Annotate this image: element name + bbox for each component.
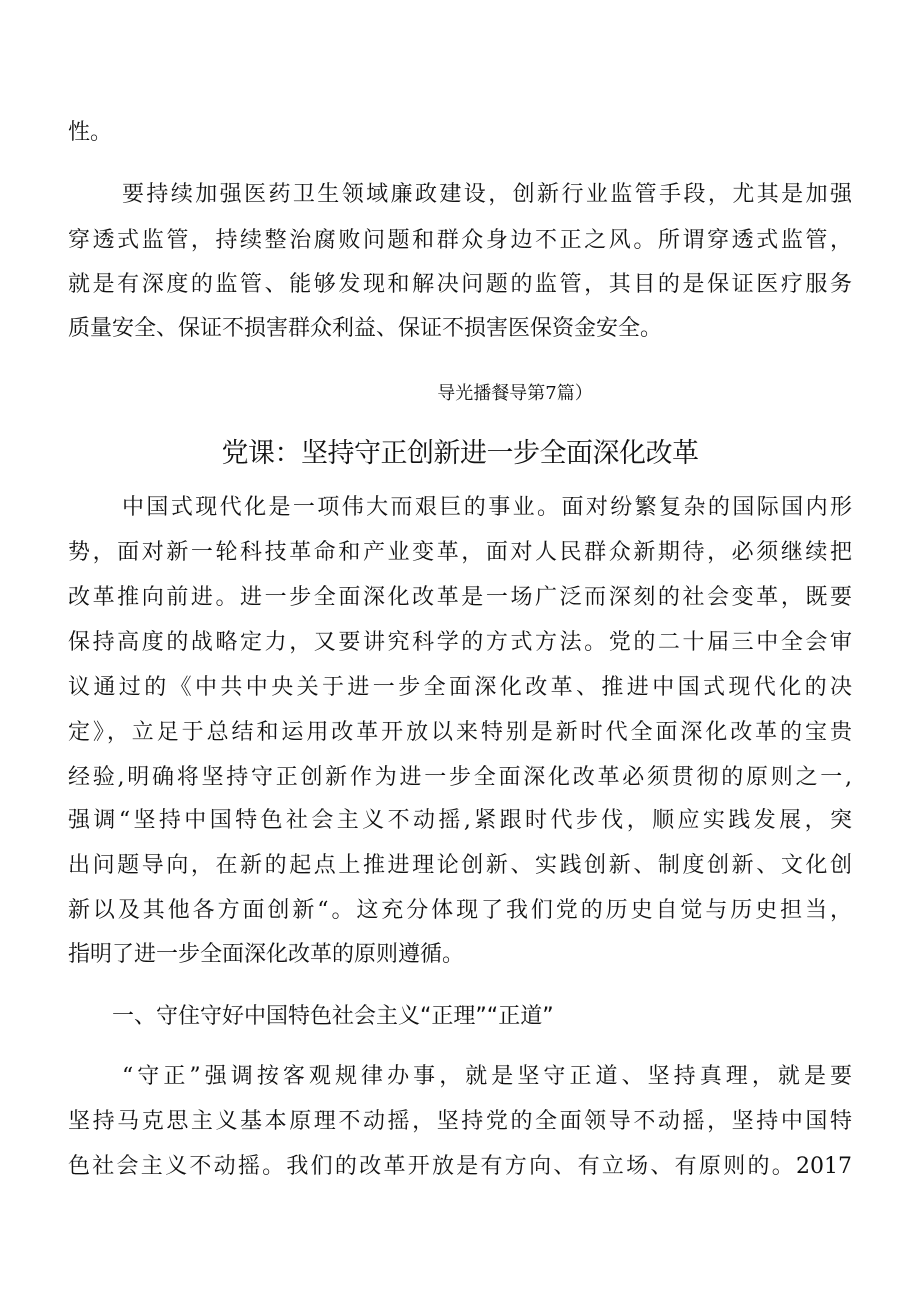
paragraph-line: 指明了进一步全面深化改革的原则遵循。 <box>68 942 465 967</box>
paragraph-line: “守正”强调按客观规律办事，就是坚守正道、坚持真理，就是要 <box>122 1064 852 1089</box>
paragraph-line: 强调“坚持中国特色社会主义不动摇,紧跟时代步伐，顺应实践发展，突 <box>68 808 852 833</box>
paragraph-line: 改革推向前进。进一步全面深化改革是一场广泛而深刻的社会变革，既要 <box>68 585 852 610</box>
paragraph-line: 要持续加强医药卫生领域廉政建设，创新行业监管手段，尤其是加强 <box>122 182 852 207</box>
paragraph-line: 质量安全、保证不损害群众利益、保证不损害医保资金安全。 <box>68 316 663 341</box>
paragraph-line: 定》，立足于总结和运用改革开放以来特别是新时代全面深化改革的宝贵 <box>68 720 852 745</box>
paragraph-line: 坚持马克思主义基本原理不动摇，坚持党的全面领导不动摇，坚持中国特 <box>68 1109 852 1134</box>
paragraph-line: 势，面对新一轮科技革命和产业变革，面对人民群众新期待，必须继续把 <box>68 540 852 565</box>
section-label: 导光播餐导第7篇） <box>437 383 593 404</box>
paragraph-line: 议通过的《中共中央关于进一步全面深化改革、推进中国式现代化的决 <box>68 675 852 700</box>
carryover-line: 性。 <box>68 120 113 145</box>
paragraph-line: 保持高度的战略定力，又要讲究科学的方式方法。党的二十届三中全会审 <box>68 630 852 655</box>
paragraph-line: 经验,明确将坚持守正创新作为进一步全面深化改革必须贯彻的原则之一, <box>68 765 852 790</box>
paragraph-line: 穿透式监管，持续整治腐败问题和群众身边不正之风。所谓穿透式监管， <box>68 228 852 253</box>
section-heading: 一、守住守好中国特色社会主义“正理”“正道” <box>112 1004 554 1029</box>
paragraph-line: 色社会主义不动摇。我们的改革开放是有方向、有立场、有原则的。2017 <box>68 1154 852 1179</box>
paragraph-line: 中国式现代化是一项伟大而艰巨的事业。面对纷繁复杂的国际国内形 <box>122 495 852 520</box>
page-title: 党课：坚持守正创新进一步全面深化改革 <box>221 438 699 469</box>
paragraph-line: 就是有深度的监管、能够发现和解决问题的监管，其目的是保证医疗服务 <box>68 272 852 297</box>
paragraph-line: 出问题导向，在新的起点上推进理论创新、实践创新、制度创新、文化创 <box>68 853 852 878</box>
paragraph-line: 新以及其他各方面创新“。这充分体现了我们党的历史自觉与历史担当， <box>68 898 852 923</box>
